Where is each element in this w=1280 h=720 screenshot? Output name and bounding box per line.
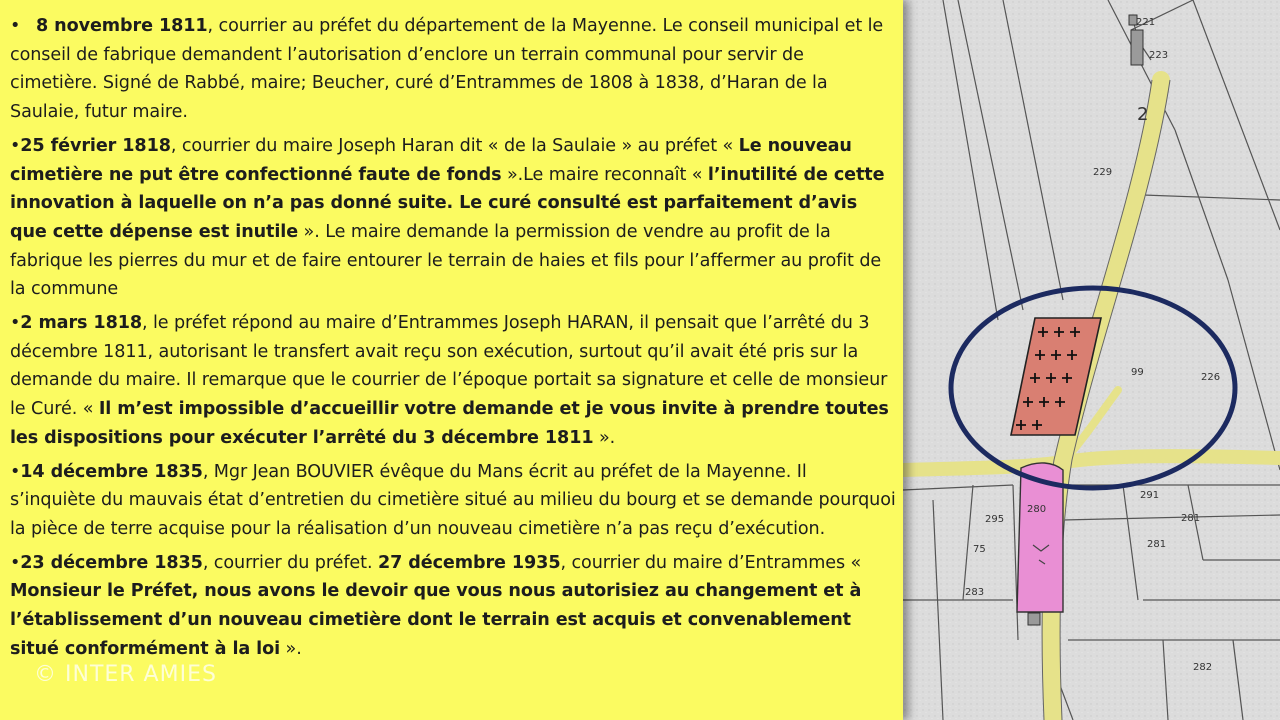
parcel-number: 2 <box>1137 104 1149 125</box>
paragraph <box>10 12 896 127</box>
bullet: • <box>10 135 21 156</box>
parcel-number: 283 <box>965 587 985 598</box>
bold-text: 2 mars 1818 <box>20 313 142 334</box>
bullet: • <box>10 313 21 334</box>
text-run: , courrier du préfet. <box>202 552 378 573</box>
parcel-number: 99 <box>1131 367 1144 378</box>
bold-text: 23 décembre 1835 <box>20 552 203 573</box>
cadastral-map <box>903 0 1280 720</box>
bold-text: 25 février 1818 <box>20 135 171 156</box>
text-run: , courrier du maire d’Entrammes « <box>560 552 862 573</box>
paragraph <box>10 132 896 304</box>
bold-text: Le nouveau cimetière ne put être confectionné faute de fonds <box>10 135 852 185</box>
parcel-number: 291 <box>1140 490 1160 501</box>
text-run: , Mgr Jean BOUVIER évêque du Mans écrit au préfet de la Mayenne. Il s’inquiète du mauvais état d’entretien du cimetière situé au milieu du bourg et se demande pourquoi la pièce de terre acquise pour la réalisation d’un nouveau cimetière n’a pas reçu d’exécution. <box>10 461 896 539</box>
text-run: ». Le maire demande la permission de vendre au profit de la fabrique les pierres du mur et de faire entourer le terrain de haies et fils pour l’affermer au profit de la commune <box>10 221 882 300</box>
paragraph <box>10 549 896 664</box>
bold-text: Il m’est impossible d’accueillir votre demande et je vous invite à prendre toutes les dispositions pour exécuter l’arrêté du 3 décembre 1811 <box>10 399 889 448</box>
parcel-number: 281 <box>1181 513 1201 524</box>
text-run: , courrier au préfet du département de la Mayenne. Le conseil municipal et le conseil de fabrique demandent l’autorisation d’enclore un terrain communal pour servir de cimetière. Signé de Rabbé, maire; Beucher, curé d’Entrammes de 1808 à 1838, d’Haran de la Saulaie, futur maire. <box>10 16 884 123</box>
parcel-number: 229 <box>1093 167 1113 178</box>
parcel-number: 282 <box>1193 662 1213 673</box>
parcel-number: 280 <box>1027 504 1047 515</box>
bold-text: Monsieur le Préfet, nous avons le devoir que vous nous autorisiez au changement et à l’établissement d’un nouveau cimetière dont le terrain est acquis et convenablement situé conformément à la loi <box>10 581 862 659</box>
text-run: , le préfet répond au maire d’Entrammes Joseph HARAN, il pensait que l’arrêté du 3 décembre 1811, autorisant le transfert avait reçu son exécution, surtout qu’il avait été pris sur la demande du maire. Il remarque que le courrier de l’époque portait sa signature et celle de monsieur le Curé. « <box>10 313 888 420</box>
text-run: ». <box>593 427 616 448</box>
text-run: ». <box>280 638 302 659</box>
parcel-number: 223 <box>1149 50 1169 61</box>
bold-text: 14 décembre 1835 <box>20 461 203 482</box>
bold-text: 8 novembre 1811 <box>36 16 208 36</box>
text-run: ».Le maire reconnaît « <box>501 164 708 185</box>
parcel-number: 226 <box>1201 372 1221 383</box>
bullet: • <box>10 552 21 573</box>
paragraph <box>10 309 896 453</box>
parcel-number: 221 <box>1136 17 1156 28</box>
parcel-number: 75 <box>973 544 986 555</box>
bold-text: 27 décembre 1935 <box>377 552 561 573</box>
bold-text: l’inutilité de cette innovation à laquelle on n’a pas donné suite. Le curé consulté est parfaitement d’avis que cette dépense est inutile <box>10 164 885 242</box>
watermark: © INTER AMIES <box>34 662 217 687</box>
bullet: • <box>10 461 21 482</box>
paragraph <box>10 458 896 544</box>
parcel-number: 281 <box>1147 539 1167 550</box>
parcel-number: 295 <box>985 514 1005 525</box>
bullet: • <box>10 16 21 36</box>
text-body <box>10 12 896 668</box>
text-run: , courrier du maire Joseph Haran dit « de la Saulaie » au préfet « <box>170 135 739 156</box>
